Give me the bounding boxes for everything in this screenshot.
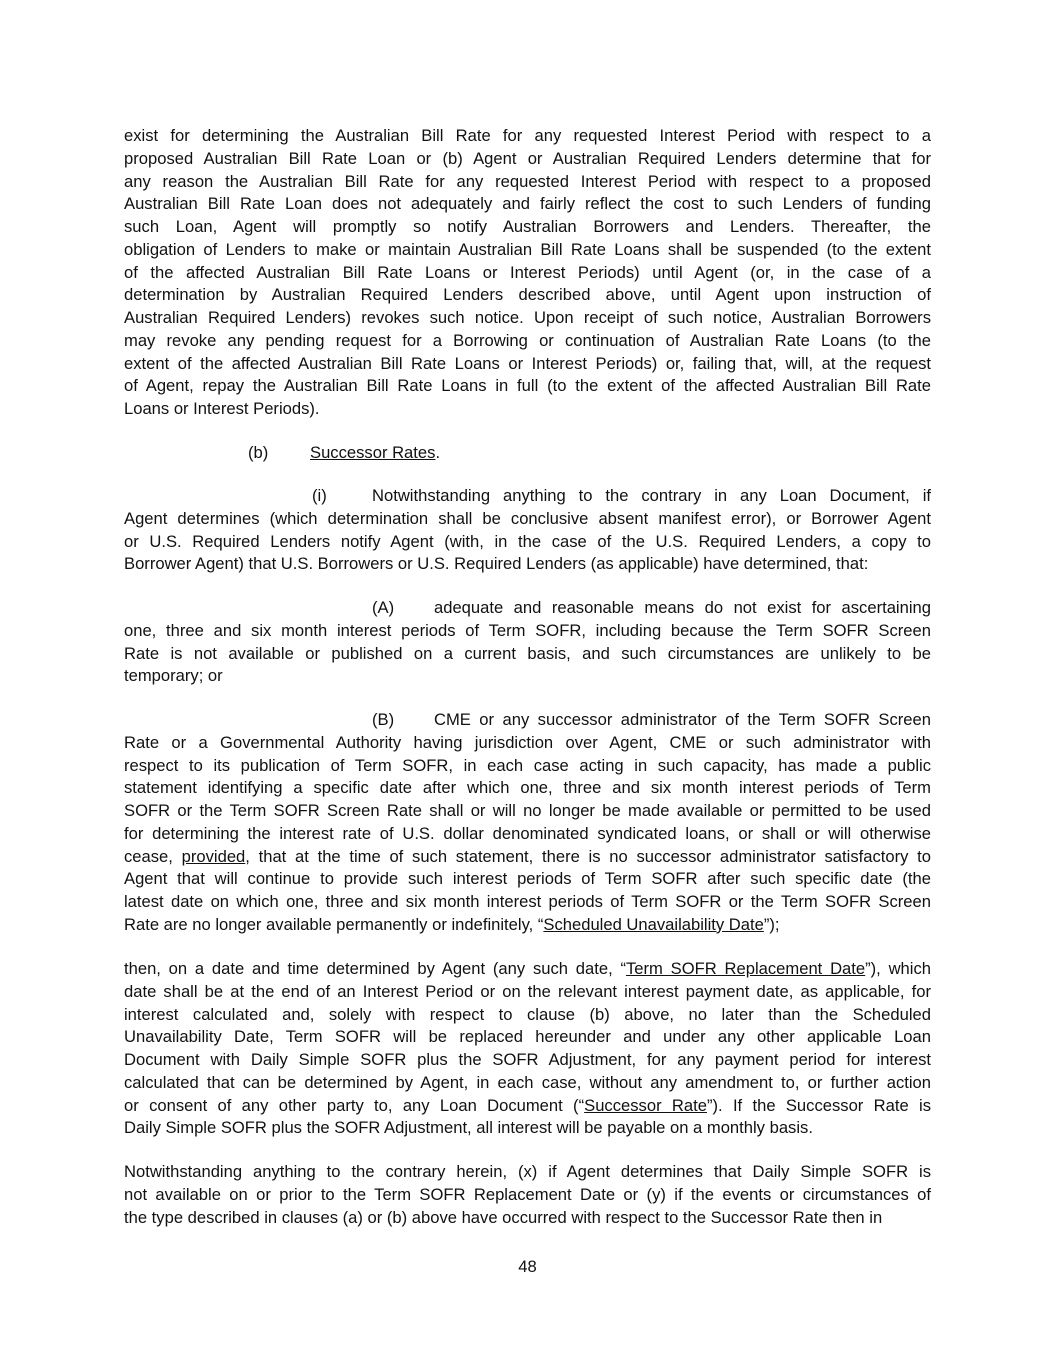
text-segment: such Loan, Agent will promptly so notify Australian Borrowers and Lenders. Thereafter, the [124,217,931,236]
text-segment: Unavailability Date, Term SOFR will be replaced hereunder and under any other applicable Loan [124,1027,931,1047]
text-segment: Rate or a Governmental Authority having jurisdiction over Agent, CME or such administrator with [124,732,931,752]
paragraph-australian-bill-rate [124,125,931,421]
text-line [124,643,931,666]
text-line [124,981,931,1004]
text-segment: SOFR or the Term SOFR Screen Rate shall or will no longer be made available or permitted to be used [124,801,931,820]
clause-B-label: (B) [372,710,395,729]
text-segment: date shall be at the end of an Interest Period or on the relevant interest payment date, as applicable, for [124,981,931,1001]
text-segment: adequate and reasonable means do not exist for ascertaining [434,598,931,617]
text-line [124,508,931,531]
text-segment: for determining the interest rate of U.S. dollar denominated syndicated loans, or shall or will otherwise [124,823,931,843]
text-segment: may revoke any pending request for a Borrowing or continuation of Australian Rate Loans (to the [124,330,931,350]
text-segment: Notwithstanding anything to the contrary in any Loan Document, if [372,486,931,505]
text-line [124,171,931,194]
text-line [372,485,931,508]
text-line [434,597,931,620]
text-segment: Rate are no longer available permanently or indefinitely, “ [124,914,544,934]
text-line [124,1026,931,1049]
text-segment: determination by Australian Required Lenders described above, until Agent upon instruction of [124,285,931,305]
paragraph-notwithstanding [124,1161,931,1229]
text-line [124,1207,931,1230]
paragraph-clause-i [124,485,931,576]
text-line [124,958,931,981]
clause-i-label: (i) [312,486,327,505]
text-segment: Agent determines (which determination shall be conclusive absent manifest error), or Borrower Agent [124,508,931,528]
text-segment: temporary; or [124,666,223,686]
text-segment: one, three and six month interest periods of Term SOFR, including because the Term SOFR Screen [124,620,931,640]
text-segment: proposed Australian Bill Rate Loan or (b) Agent or Australian Required Lenders determine that for [124,148,931,168]
text-segment: Notwithstanding anything to the contrary herein, (x) if Agent determines that Daily Simple SOFR is [124,1162,931,1181]
text-segment: not available on or prior to the Term SOFR Replacement Date or (y) if the events or circumstances of [124,1184,931,1204]
text-segment: of Agent, repay the Australian Bill Rate Loans in full (to the extent of the affected Australian Bill Rate [124,376,931,396]
text-segment: calculated that can be determined by Agent, in each case, without any amendment to, or further action [124,1072,931,1092]
text-segment: CME or any successor administrator of the Term SOFR Screen [434,710,931,729]
text-segment: Australian Required Lenders) revokes such notice. Upon receipt of such notice, Australian Borrowers [124,308,931,327]
text-segment: respect to its publication of Term SOFR, in each case acting in such capacity, has made a public [124,755,931,775]
paragraph-then [124,958,931,1140]
text-line [124,665,931,688]
text-segment: ”); [763,914,780,934]
text-line [124,777,931,800]
defined-term: Scheduled Unavailability Date [543,914,764,934]
text-segment: exist for determining the Australian Bill Rate for any requested Interest Period with respect to a [124,126,931,145]
text-segment: cease, [124,846,182,866]
section-b-label: (b) [248,443,269,462]
text-line [124,239,931,262]
text-line [124,800,931,823]
text-line [124,620,931,643]
text-segment: or consent of any other party to, any Loan Document (“ [124,1095,585,1115]
text-line [124,1117,931,1140]
text-segment: Rate is not available or published on a current basis, and such circumstances are unlikely to be [124,643,931,663]
text-line [124,914,931,937]
text-line [124,262,931,285]
text-line [124,375,931,398]
text-line [124,531,931,554]
text-line [124,755,931,778]
text-segment: Document with Daily Simple SOFR plus the SOFR Adjustment, for any payment period for interest [124,1050,931,1069]
text-line [124,1049,931,1072]
text-segment: or U.S. Required Lenders notify Agent (with, in the case of the U.S. Required Lenders, a copy to [124,531,931,551]
text-segment: Loans or Interest Periods). [124,399,320,418]
text-line [124,284,931,307]
text-line [434,709,931,732]
text-line [124,193,931,216]
text-line [124,553,931,576]
text-line [124,868,931,891]
defined-term: provided [181,846,246,866]
text-line [124,891,931,914]
text-line [124,823,931,846]
text-segment: obligation of Lenders to make or maintain Australian Bill Rate Loans shall be suspended (to the extent [124,239,931,259]
text-segment: of the affected Australian Bill Rate Loans or Interest Periods) until Agent (or, in the case of a [124,262,931,282]
text-segment: the type described in clauses (a) or (b) above have occurred with respect to the Successor Rate then in [124,1207,883,1227]
text-line [124,330,931,353]
text-segment: latest date on which one, three and six month interest periods of Term SOFR or the Term SOFR Screen [124,892,931,911]
text-line [124,307,931,330]
section-b-period: . [435,443,441,462]
text-line [124,846,931,869]
text-segment: Agent that will continue to provide such interest periods of Term SOFR after such specific date (the [124,869,931,889]
text-segment: statement identifying a specific date after which one, three and six month interest periods of Term [124,778,931,798]
text-line [124,353,931,376]
defined-term: Successor Rate [584,1095,707,1115]
section-b-title: Successor Rates [310,443,436,462]
clause-A-label: (A) [372,598,395,617]
text-segment: then, on a date and time determined by Agent (any such date, “ [124,959,626,978]
text-line [124,1004,931,1027]
text-line [124,148,931,171]
page-number: 48 [518,1257,537,1276]
text-segment: , that at the time of such statement, there is no successor administrator satisfactory to [245,846,931,866]
text-segment: interest calculated and, solely with respect to clause (b) above, no later than the Scheduled [124,1004,931,1024]
text-line [124,1184,931,1207]
text-segment: Australian Bill Rate Loan does not adequately and fairly reflect the cost to such Lenders of funding [124,194,931,214]
text-segment: ”), which [865,959,931,978]
text-line [124,398,931,421]
text-line [124,1095,931,1118]
defined-term: Term SOFR Replacement Date [626,959,866,978]
paragraph-clause-A [124,597,931,688]
section-b-heading [310,442,440,465]
text-line [124,125,931,148]
text-segment: extent of the affected Australian Bill Rate Loans or Interest Periods) or, failing that, will, at the request [124,353,931,373]
text-line [124,1072,931,1095]
text-segment: Daily Simple SOFR plus the SOFR Adjustment, all interest will be payable on a monthly basis. [124,1118,813,1138]
text-line [124,1161,931,1184]
text-segment: Borrower Agent) that U.S. Borrowers or U.S. Required Lenders (as applicable) have determined, that: [124,554,869,574]
paragraph-clause-B [124,709,931,937]
text-line [124,732,931,755]
text-segment: ”). If the Successor Rate is [706,1095,931,1115]
text-line [124,216,931,239]
text-segment: any reason the Australian Bill Rate for any requested Interest Period with respect to a proposed [124,171,931,191]
